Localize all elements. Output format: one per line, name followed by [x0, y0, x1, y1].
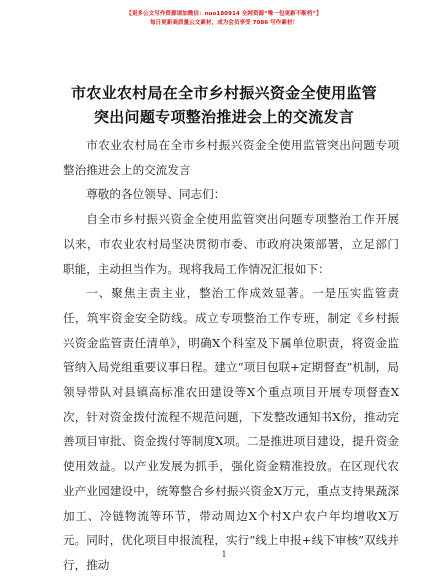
- document-body: [63, 133, 399, 578]
- document-subtitle: 市农业农村局在全市乡村振兴资金全使用监管突出问题专项整治推进会上的交流发言: [63, 138, 399, 177]
- document-title-line-2: 突出问题专项整治推进会上的交流发言: [93, 108, 355, 126]
- greeting: 尊敬的各位领导、同志们：: [86, 187, 226, 202]
- promo-banner-line-2: 每日更新高质量公文素材，成为会员享受 7086 写作素材！: [149, 19, 299, 26]
- paragraph-section-1: 一、聚焦主责主业，整治工作成效显著。一是压实监管责任，筑牢资金安全防线。成立专项整治工作专班，制定《乡村振兴资金监管责任清单》，明确X个科室及下属单位职责，将资金监管纳入局党组重要议事日程。建立“项目包联+定期督查”机制，局领导带队对县镇高标准农田建设等X个重点项目开展专项督查X次，针对资金拨付流程不规范问题，下发整改通知书X份，推动完善项目审批、资金拨付等制度X项。二是推进项目建设，提升资金使用效益。以产业发展为抓手，强化资金精准投放。在区现代农业产业园建设中，统筹整合乡村振兴资金X万元，重点支持果蔬深加工、冷链物流等环节，带动周边X个村X户农户年均增收X万元。同时，优化项目申报流程，实行“线上申报+线下审核”双线并行，推动: [63, 286, 399, 572]
- document-title-line-1: 市农业农村局在全市乡村振兴资金全使用监管: [70, 84, 377, 102]
- promo-banner: [0, 10, 448, 27]
- promo-banner-line-1: 【更多公文写作资源请加微信：nuo180914 全网资源“唯一包更新不断档”】: [126, 11, 322, 17]
- page-number: 1: [221, 550, 227, 559]
- document-title: [40, 81, 408, 129]
- paragraph-intro: 自全市乡村振兴资金全使用监管突出问题专项整治工作开展以来，市农业农村局坚决贯彻市委、市政府决策部署，立足部门职能，主动担当作为。现将我局工作情况汇报如下：: [63, 212, 399, 276]
